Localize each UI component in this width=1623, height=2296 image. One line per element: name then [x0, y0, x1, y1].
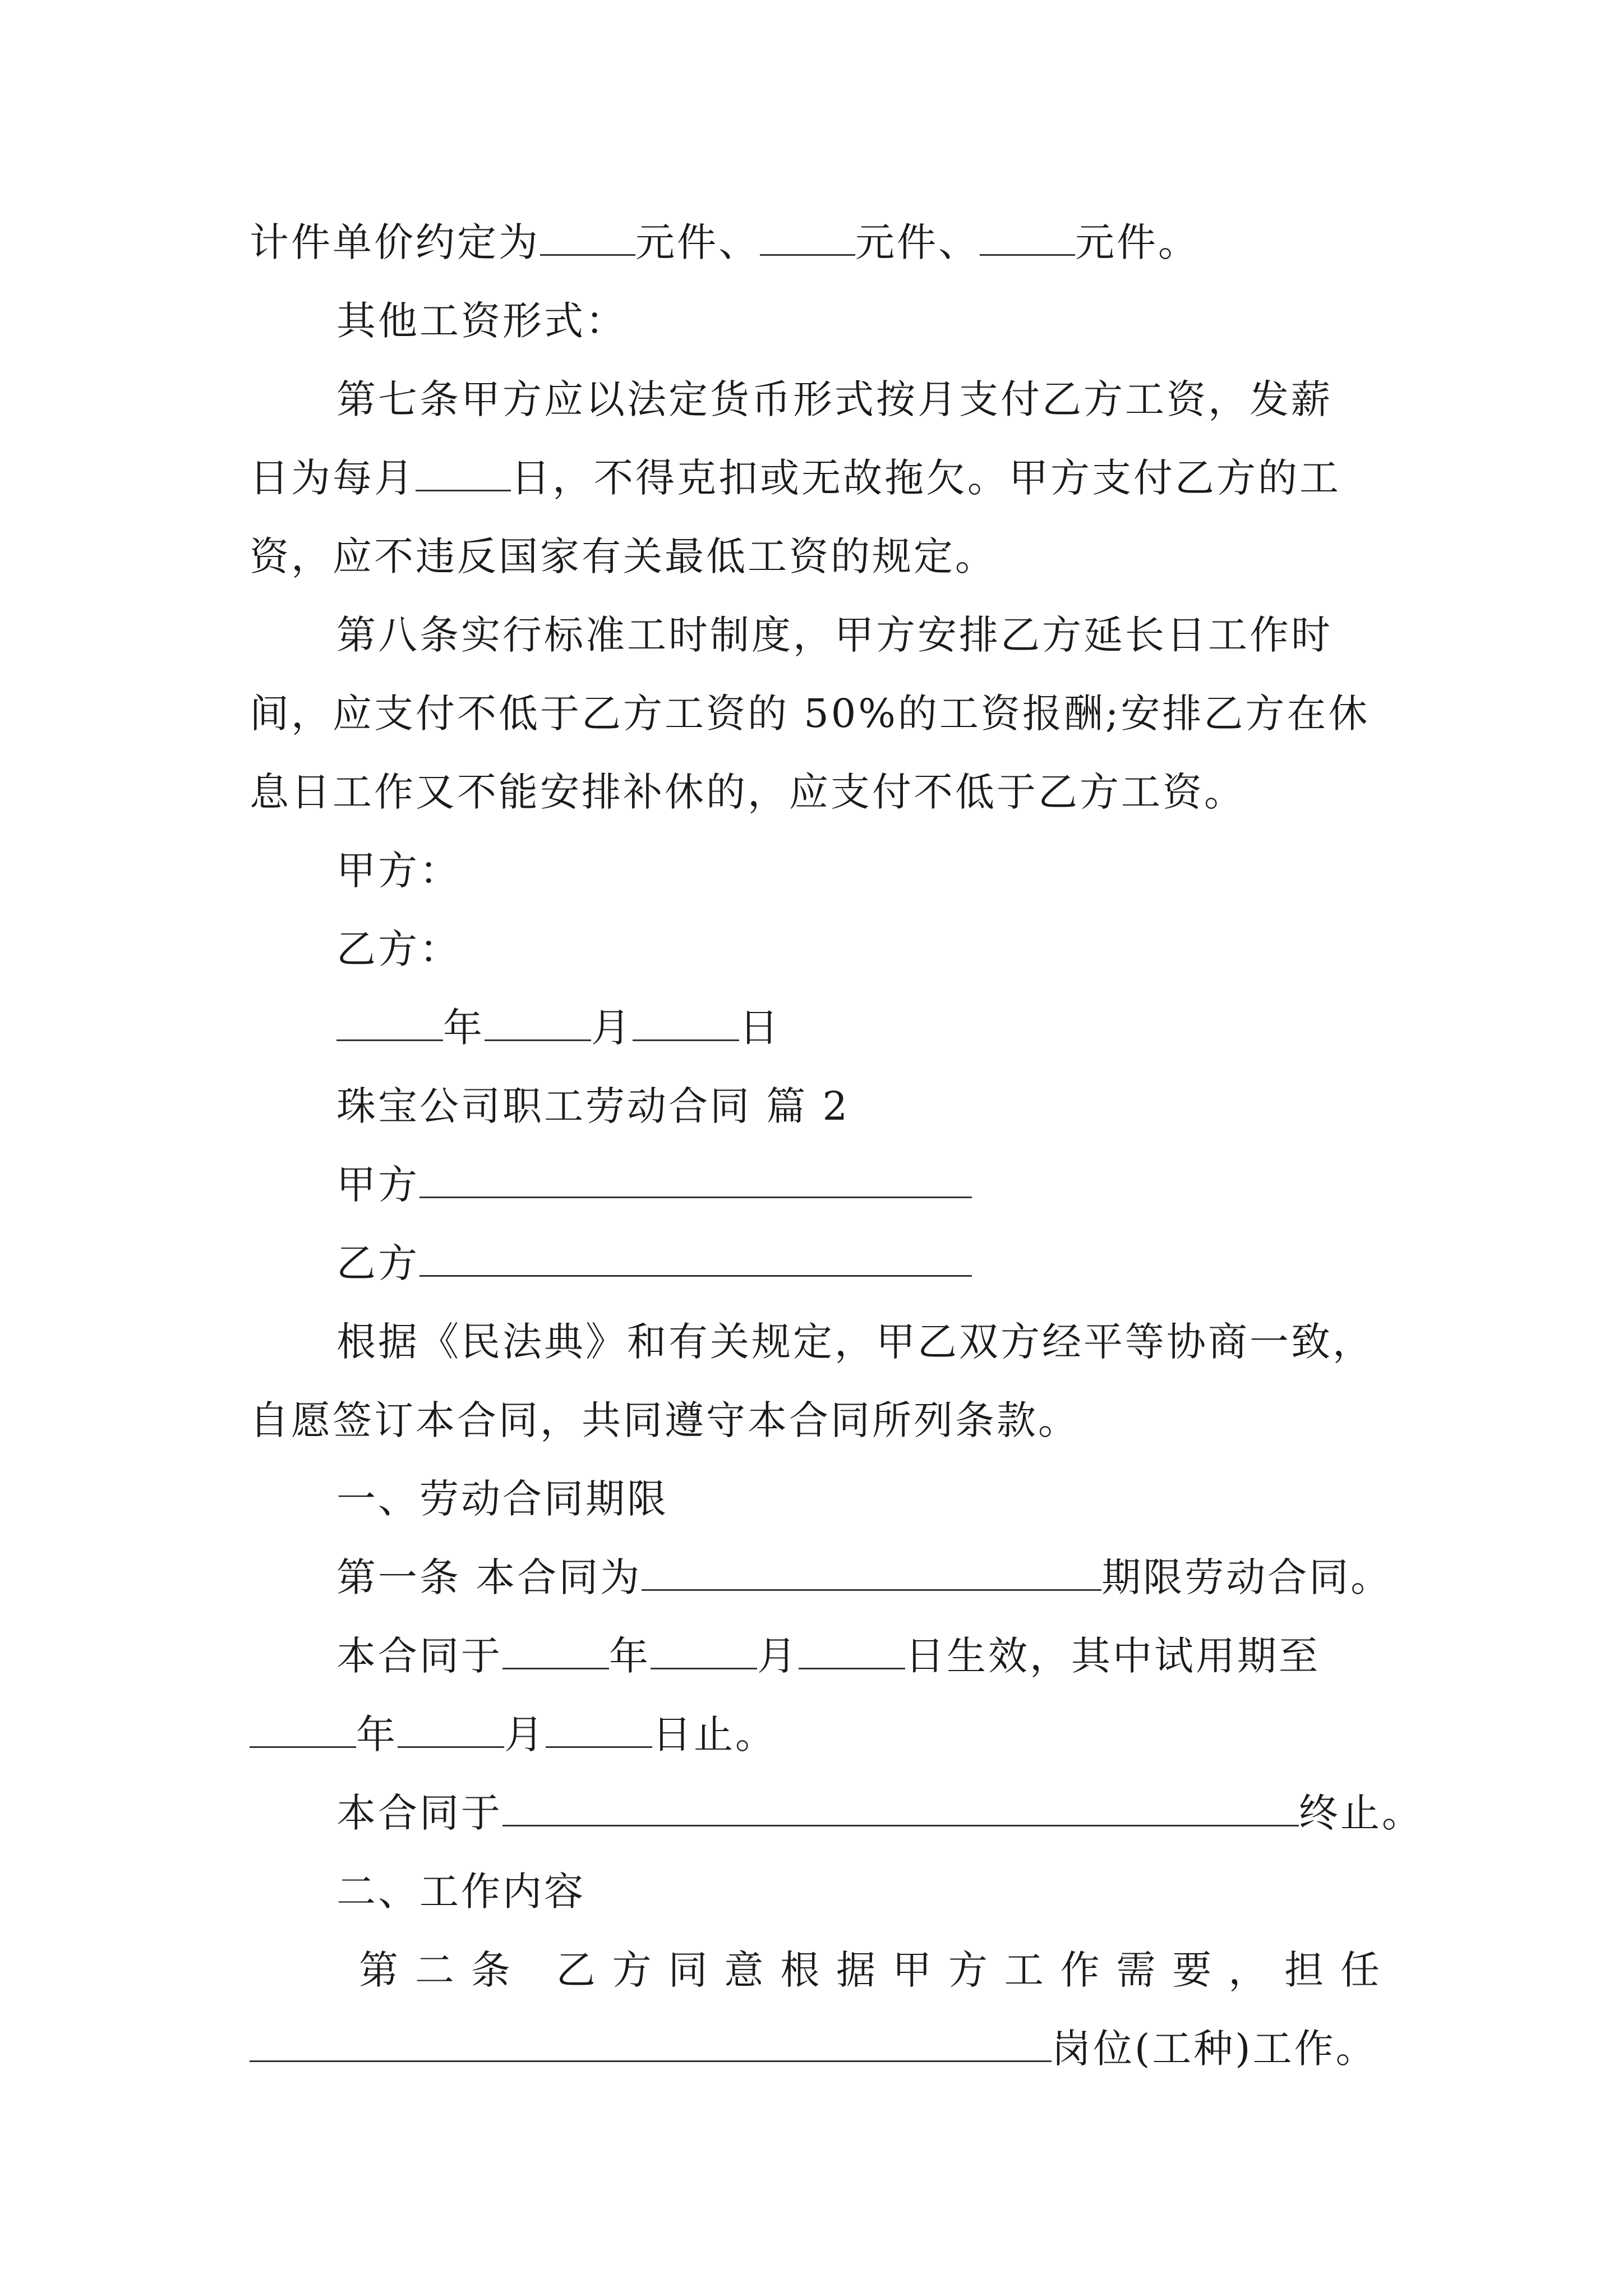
piece-rate-text: 计件单价约定为 [250, 219, 540, 265]
blank-field [250, 1709, 356, 1748]
article1-text: 第一条 本合同为 [336, 1554, 642, 1600]
termination-line [336, 1785, 1492, 1841]
trial-end-line [250, 1706, 1405, 1763]
unit-text: 元件、 [635, 219, 760, 265]
date-month-label: 月 [591, 1005, 633, 1051]
date-year-label: 年 [443, 1005, 485, 1051]
section-title: 珠宝公司职工劳动合同 篇 2 [336, 1083, 850, 1129]
party-b2-line [336, 1235, 1492, 1291]
blank-field [642, 1552, 1101, 1591]
blank-field [416, 453, 511, 491]
trial-year-label: 年 [356, 1711, 398, 1757]
termination-text: 终止。 [1299, 1790, 1423, 1836]
article7-line2 [250, 450, 1405, 506]
effective-month-label: 月 [757, 1633, 799, 1679]
blank-field [485, 1002, 591, 1041]
article2-line1: 第二条 乙方同意根据甲方工作需要，担任 [359, 1947, 1380, 1993]
trial-end-text: 日止。 [652, 1711, 777, 1757]
blank-field [502, 1788, 1299, 1826]
party-a2-line [336, 1157, 1492, 1213]
party-a-label: 甲方： [336, 848, 461, 894]
signature-date-line [336, 1000, 1492, 1056]
blank-field [651, 1631, 757, 1669]
section-heading-1: 一、劳动合同期限 [336, 1476, 668, 1522]
party-b2-label: 乙方 [336, 1240, 419, 1286]
blank-field [398, 1709, 504, 1748]
article7-text: 日为每月 [250, 455, 416, 501]
intro-line2: 自愿签订本合同，共同遵守本合同所列条款。 [250, 1397, 1080, 1443]
effective-date-line [336, 1628, 1492, 1684]
trial-month-label: 月 [504, 1711, 546, 1757]
article7-line3: 资，应不违反国家有关最低工资的规定。 [250, 533, 997, 579]
effective-text: 本合同于 [336, 1633, 502, 1679]
article8-line1: 第八条实行标准工时制度，甲方安排乙方延长日工作时 [336, 612, 1332, 658]
blank-field [546, 1709, 652, 1748]
blank-field [502, 1631, 609, 1669]
article8-line2: 间，应支付不低于乙方工资的 50%的工资报酬;安排乙方在休 [250, 691, 1370, 737]
blank-field [419, 1238, 972, 1277]
blank-field [633, 1002, 739, 1041]
article2-text: 岗位(工种)工作。 [1052, 2026, 1377, 2072]
blank-field [419, 1159, 972, 1198]
other-wage-line: 其他工资形式： [336, 298, 627, 344]
party-b-label: 乙方： [336, 926, 461, 972]
article2-line2 [250, 2021, 1405, 2077]
intro-line1: 根据《民法典》和有关规定，甲乙双方经平等协商一致， [336, 1319, 1374, 1365]
party-a2-label: 甲方 [336, 1162, 419, 1208]
unit-text: 元件、 [855, 219, 980, 265]
blank-field [980, 217, 1075, 256]
date-day-label: 日 [739, 1005, 781, 1051]
piece-rate-line [250, 214, 1405, 270]
blank-field [799, 1631, 905, 1669]
termination-text: 本合同于 [336, 1790, 502, 1836]
article1-line [336, 1549, 1492, 1605]
effective-year-label: 年 [609, 1633, 651, 1679]
blank-field [336, 1002, 443, 1041]
article7-text: 日，不得克扣或无故拖欠。甲方支付乙方的工 [511, 455, 1341, 501]
article7-line1 [336, 371, 1405, 427]
section-heading-2: 二、工作内容 [336, 1869, 585, 1915]
unit-text: 元件。 [1075, 219, 1200, 265]
blank-field [540, 217, 635, 256]
blank-field [250, 2023, 1052, 2062]
blank-field [760, 217, 855, 256]
effective-text: 日生效，其中试用期至 [905, 1633, 1320, 1679]
article7-text: 第七条甲方应以法定货币形式按月支付乙方工资，发薪 [336, 376, 1332, 422]
article8-line3: 息日工作又不能安排补休的，应支付不低于乙方工资。 [250, 769, 1246, 815]
article1-text: 期限劳动合同。 [1101, 1554, 1393, 1600]
